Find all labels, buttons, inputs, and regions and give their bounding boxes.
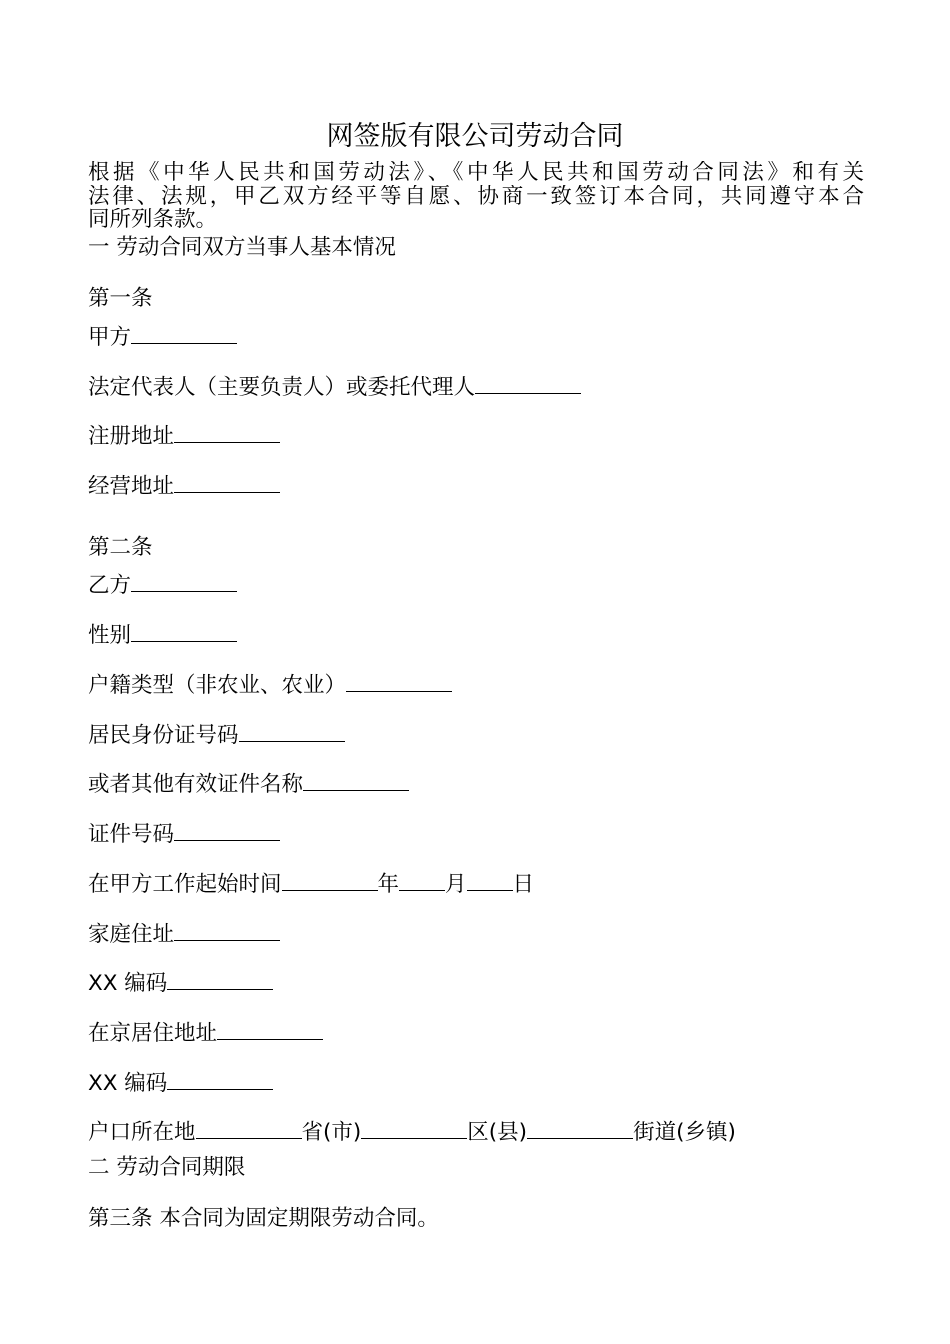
gender-row	[88, 621, 237, 649]
start-time-row	[88, 870, 534, 898]
biz-address-label: 经营地址	[88, 474, 175, 499]
other-doc-row	[88, 770, 409, 798]
gender-blank[interactable]	[131, 621, 237, 642]
gender-label: 性别	[88, 623, 132, 648]
doc-number-label: 证件号码	[88, 822, 175, 847]
hukou-blank-2[interactable]	[361, 1118, 467, 1139]
biz-address-row	[88, 472, 280, 500]
reg-address-row	[88, 422, 280, 450]
beijing-address-row	[88, 1019, 323, 1047]
home-address-row	[88, 920, 280, 948]
party-b-label: 乙方	[88, 573, 132, 598]
article-3-text: 第三条 本合同为固定期限劳动合同。	[88, 1206, 439, 1231]
party-a-row	[88, 323, 237, 351]
day-label: 日	[512, 872, 535, 897]
province-label: 省(市)	[301, 1120, 362, 1145]
reg-address-label: 注册地址	[88, 424, 175, 449]
year-label: 年	[377, 872, 400, 897]
postcode-2-row	[88, 1069, 273, 1097]
other-doc-label: 或者其他有效证件名称	[88, 772, 304, 797]
legal-rep-row	[88, 373, 581, 401]
reg-address-blank[interactable]	[174, 422, 280, 443]
hukou-blank-1[interactable]	[196, 1118, 302, 1139]
hukou-location-row	[88, 1118, 736, 1146]
start-day-blank[interactable]	[467, 870, 513, 891]
id-number-row	[88, 721, 345, 749]
postcode-2-label: XX 编码	[88, 1071, 168, 1096]
household-type-row	[88, 671, 452, 699]
home-address-label: 家庭住址	[88, 922, 175, 947]
other-doc-blank[interactable]	[303, 770, 409, 791]
intro-line-2: 法律、法规，甲乙双方经平等自愿、协商一致签订本合同，共同遵守本合	[88, 184, 864, 208]
district-label: 区(县)	[467, 1120, 528, 1145]
start-year-blank[interactable]	[282, 870, 378, 891]
id-number-blank[interactable]	[239, 721, 345, 742]
beijing-address-label: 在京居住地址	[88, 1021, 218, 1046]
intro-line-3: 同所列条款。	[88, 208, 218, 232]
section-1-heading: 一 劳动合同双方当事人基本情况	[88, 235, 396, 260]
document-title: 网签版有限公司劳动合同	[326, 121, 624, 152]
home-address-blank[interactable]	[174, 920, 280, 941]
street-label: 街道(乡镇)	[633, 1120, 736, 1145]
intro-paragraph	[88, 161, 864, 232]
party-b-row	[88, 571, 237, 599]
postcode-2-blank[interactable]	[167, 1069, 273, 1090]
doc-number-blank[interactable]	[174, 820, 280, 841]
month-label: 月	[445, 872, 467, 897]
party-a-blank[interactable]	[131, 323, 237, 344]
legal-rep-blank[interactable]	[475, 373, 581, 394]
id-number-label: 居民身份证号码	[88, 723, 239, 748]
article-1-label: 第一条	[88, 286, 153, 311]
party-b-blank[interactable]	[131, 571, 237, 592]
household-type-blank[interactable]	[346, 671, 452, 692]
party-a-label: 甲方	[88, 325, 132, 350]
intro-line-1: 根据《中华人民共和国劳动法》、《中华人民共和国劳动合同法》和有关	[88, 161, 864, 185]
start-month-blank[interactable]	[399, 870, 445, 891]
hukou-location-label: 户口所在地	[88, 1120, 196, 1145]
beijing-address-blank[interactable]	[217, 1019, 323, 1040]
biz-address-blank[interactable]	[174, 472, 280, 493]
postcode-1-label: XX 编码	[88, 971, 168, 996]
start-time-label: 在甲方工作起始时间	[88, 872, 282, 897]
postcode-1-blank[interactable]	[167, 969, 273, 990]
postcode-1-row	[88, 969, 273, 997]
household-type-label: 户籍类型（非农业、农业）	[88, 673, 347, 698]
legal-rep-label: 法定代表人（主要负责人）或委托代理人	[88, 375, 476, 400]
section-2-heading: 二 劳动合同期限	[88, 1155, 246, 1180]
hukou-blank-3[interactable]	[527, 1118, 633, 1139]
doc-number-row	[88, 820, 280, 848]
article-2-label: 第二条	[88, 535, 153, 560]
